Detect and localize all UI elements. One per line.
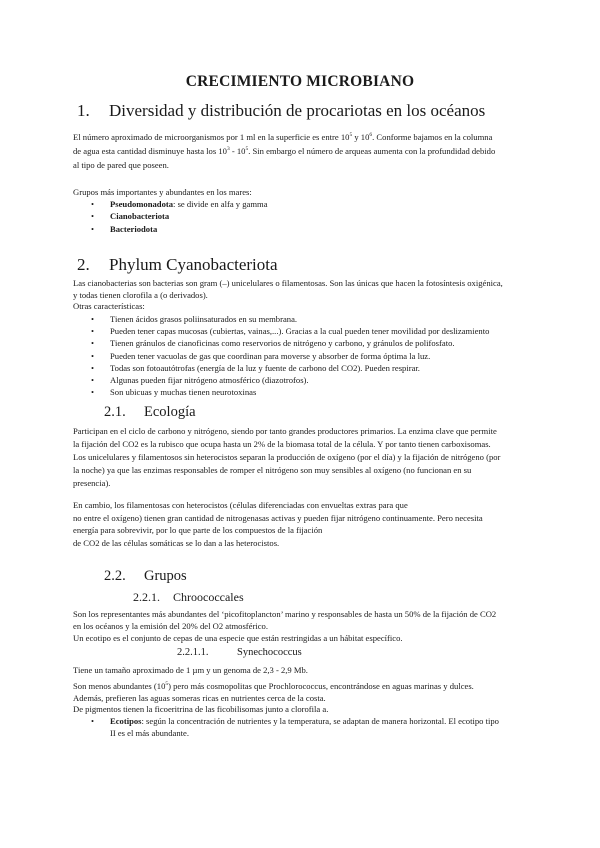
text-run: de agua esta cantidad disminuye hasta los 10 (73, 146, 227, 156)
synechococcus-paragraph-2 (73, 681, 535, 716)
paragraph-line: Un ecotipo es el conjunto de cepas de una especie que están restringidas a un hábitat específico. (73, 633, 403, 643)
list-item: • Algunas pueden fijar nitrógeno atmosférico (diazotrofos). (91, 374, 489, 386)
paragraph-line: no entre el oxígeno) tienen gran cantidad de nitrogenasas activas y pueden fijar nitrógeno continuamente. Pero necesita (73, 512, 483, 523)
paragraph-line (73, 144, 533, 158)
section-1-title: Diversidad y distribución de procariotas en los océanos (109, 101, 486, 120)
subsubsubsection-title: Synechococcus (237, 647, 302, 658)
paragraph-line: En cambio, los filamentosas con heterocistos (células diferenciadas con envueltas extras para que (73, 500, 408, 510)
superscript: 5 (245, 146, 249, 152)
paragraph-line: de CO2 de las células somáticas se lo dan a las heterocistos. (73, 537, 280, 548)
text-run: Son menos abundantes (10 (73, 681, 166, 691)
paragraph-line: energía para sobrevivir, por lo que parte de los compuestos de la fijación (73, 525, 323, 535)
text-run: : según la concentración de nutrientes y la temperatura, se adaptan de manera horizontal. El ecotipo tipo (141, 716, 499, 726)
paragraph-line: Los unicelulares y filamentosos sin heterocistos separan la producción de oxígeno (por el día) y la fijación de nitrógeno (por (73, 452, 501, 462)
superscript: 5 (349, 132, 353, 138)
list-item (91, 210, 268, 222)
chroococcales-heading (133, 590, 244, 605)
section-2-title: Phylum Cyanobacteriota (109, 255, 278, 274)
subsection-number: 2.2. (104, 568, 126, 584)
chroococcales-paragraph (73, 608, 535, 644)
subsection-groups-heading (104, 568, 187, 585)
text-run: - 10 (229, 146, 246, 156)
paragraph-line: Participan en el ciclo de carbono y nitrógeno, siendo por tanto grandes productores primarios. La enzima clave que permite (73, 426, 497, 436)
text-run: . Sin embargo el número de arqueas aumenta con la profundidad debido (248, 146, 496, 156)
list-item (91, 198, 268, 210)
paragraph-line: la fijación del CO2 es la rubisco que ocupa hasta un 2% de la biomasa total de la célula. Y por tanto tienen carboxisomas. (73, 439, 491, 449)
subsection-title: Ecología (144, 404, 196, 420)
term: Ecotipos (110, 716, 142, 726)
group-desc: : se divide en alfa y gamma (173, 199, 268, 209)
text-run: El número aproximado de microorganismos por 1 ml en la superficie es entre 10 (73, 132, 350, 142)
list-item: • Todas son fotoautótrofas (energía de la luz y fuente de carbono del CO2). Pueden respirar. (91, 362, 489, 374)
ecology-paragraph-2 (73, 499, 533, 549)
subsubsection-title: Chroococcales (173, 590, 244, 604)
characteristics-list (91, 313, 489, 398)
text-run: ) pero más cosmopolitas que Prochlorococcus, encontrándose en aguas marinas y dulces. (168, 681, 474, 691)
section-2-heading (77, 255, 278, 275)
list-item (91, 223, 268, 235)
text-run: . Conforme bajamos en la columna (372, 132, 493, 142)
paragraph-line: De pigmentos tienen la ficoeritrina de las ficobilisomas junto a clorofila a. (73, 704, 329, 714)
paragraph-line (73, 130, 533, 144)
paragraph-line: presencia). (73, 478, 111, 488)
paragraph-line: la noche) ya que las enzimas responsables de romper el nitrógeno son muy sensibles al oxígeno (no funcionan en su (73, 465, 472, 475)
section-1-number: 1. (77, 101, 90, 120)
group-name: Cianobacteriota (110, 211, 170, 222)
list-item: • Tienen gránulos de cianoficinas como reservorios de nitrógeno y carbono, y gránulos de polifosfato. (91, 337, 489, 349)
list-item: • Tienen ácidos grasos poliinsaturados en su membrana. (91, 313, 489, 325)
subsubsection-number: 2.2.1. (133, 590, 160, 604)
paragraph-line: Son los representantes más abundantes del ‘picofitoplancton’ marino y responsables de hasta un 50% de la fijación de CO2 (73, 609, 497, 619)
groups-intro: Grupos más importantes y abundantes en los mares: (73, 187, 252, 197)
groups-list (91, 198, 268, 235)
subsection-number: 2.1. (104, 404, 126, 420)
paragraph-line: Otras características: (73, 301, 145, 311)
text-run: II es el más abundante. (110, 728, 189, 738)
text-run: y 10 (352, 132, 370, 142)
list-item: • Pueden tener capas mucosas (cubiertas, vainas,...). Gracias a la cual pueden tener movilidad por deslizamiento (91, 325, 489, 337)
subsection-ecology-heading (104, 404, 196, 421)
superscript: 3 (226, 146, 230, 152)
section-1-heading (77, 101, 485, 121)
subsection-title: Grupos (144, 568, 187, 584)
list-item (91, 715, 533, 739)
synechococcus-paragraph-1: Tiene un tamaño aproximado de 1 µm y un genoma de 2,3 - 2,9 Mb. (73, 665, 308, 675)
section-2-paragraph (73, 278, 543, 313)
section-1-paragraph (73, 130, 533, 172)
list-item: • Son ubicuas y muchas tienen neurotoxinas (91, 386, 489, 398)
document-title: CRECIMIENTO MICROBIANO (185, 73, 415, 90)
ecology-paragraph-1 (73, 425, 529, 490)
synechococcus-heading (177, 647, 302, 658)
superscript: 5 (165, 681, 169, 687)
list-item: • Pueden tener vacuolas de gas que coordinan para moverse y absorber de forma óptima la luz. (91, 350, 489, 362)
subsubsubsection-number: 2.2.1.1. (177, 647, 209, 658)
superscript: 6 (369, 132, 373, 138)
paragraph-line: en los océanos y la emisión del 20% del O2 atmosférico. (73, 621, 268, 631)
paragraph-line: y todas tienen clorofila a (o derivados). (73, 289, 208, 300)
paragraph-line: Las cianobacterias son bacterias son gram (–) unicelulares o filamentosas. Son las únicas que hacen la fotosíntesis oxigénica, (73, 278, 503, 288)
paragraph-line: Además, prefieren las aguas someras ricas en nutrientes cerca de la costa. (73, 692, 326, 703)
group-name: Pseudomonadota (110, 199, 174, 209)
group-name: Bacteriodota (110, 223, 158, 234)
paragraph-line (73, 681, 535, 693)
ecotipos-list (91, 715, 533, 739)
paragraph-line: al tipo de pared que poseen. (73, 160, 169, 170)
section-2-number: 2. (77, 255, 90, 274)
